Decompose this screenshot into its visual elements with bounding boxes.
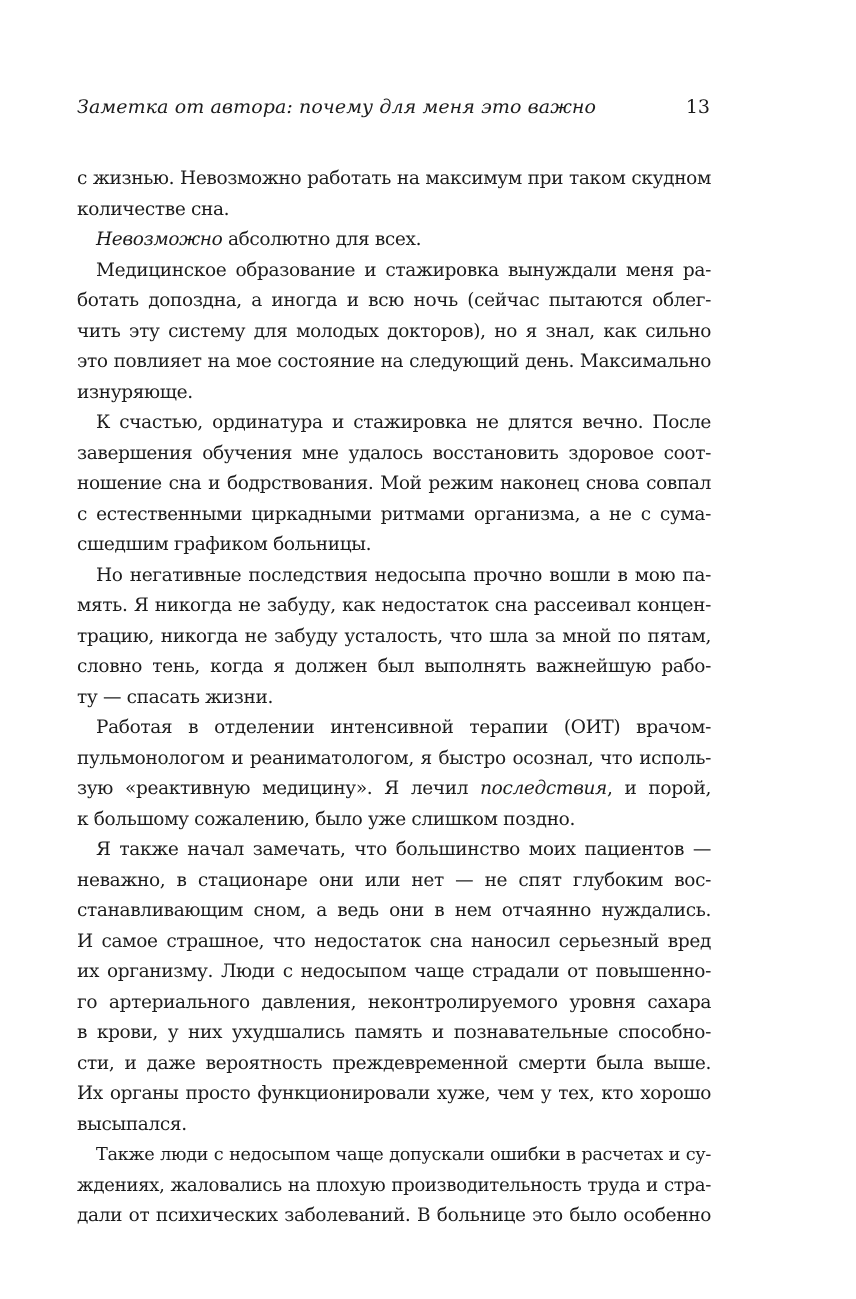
text-line: мять. Я никогда не забуду, как недостаток сна рассеивал концен- [77, 595, 711, 616]
text-line: И самое страшное, что недостаток сна наносил серьезный вред [77, 930, 711, 952]
text-line: к большому сожалению, было уже слишком поздно. [77, 808, 575, 830]
text-line: высыпался. [77, 1113, 187, 1135]
text-line: сти, и даже вероятность преждевременной смерти была выше. [77, 1052, 711, 1074]
text-line: словно тень, когда я должен был выполнять важнейшую рабо- [77, 656, 711, 677]
text-line: дали от психических заболеваний. В больнице это было особенно [77, 1205, 711, 1226]
text-line: Работая в отделении интенсивной терапии (ОИТ) врачом- [96, 717, 711, 738]
text-line: сшедшим графиком больницы. [77, 534, 372, 555]
text-line: изнуряюще. [77, 381, 193, 403]
text-line: пульмонологом и реаниматологом, я быстро осознал, что исполь- [77, 747, 711, 769]
text-line: зую «реактивную медицину». Я лечил последствия, и порой, [77, 778, 711, 799]
running-header [77, 96, 710, 128]
italic-emphasis: Невозможно [96, 229, 223, 250]
text-line: их организму. Люди с недосыпом чаще страдали от повышенно- [77, 961, 711, 982]
text-line: в крови, у них ухудшались память и познавательные способно- [77, 1022, 711, 1043]
text-line: ботать допоздна, а иногда и всю ночь (сейчас пытаются облег- [77, 290, 711, 311]
text-line: станавливающим сном, а ведь они в нем отчаянно нуждались. [77, 900, 711, 921]
text-line: неважно, в стационаре они или нет — не спят глубоким вос- [77, 869, 711, 891]
text-line: Их органы просто функционировали хуже, чем у тех, кто хорошо [77, 1083, 711, 1104]
text-line: Медицинское образование и стажировка вынуждали меня ра- [96, 259, 711, 281]
text-line: чить эту систему для молодых докторов), но я знал, как сильно [77, 320, 711, 342]
text-line: завершения обучения мне удалось восстановить здоровое соот- [77, 442, 711, 464]
page-number: 13 [685, 96, 710, 118]
text-line: количестве сна. [77, 198, 230, 220]
text-line: с жизнью. Невозможно работать на максимум при таком скудном [77, 168, 711, 189]
text-line: ношение сна и бодрствования. Мой режим наконец снова совпал [77, 473, 711, 494]
text-line: ту — спасать жизни. [77, 686, 274, 708]
text-line: трацию, никогда не забуду усталость, что шла за мной по пятам, [77, 625, 711, 647]
text-line: Я также начал замечать, что большинство моих пациентов — [96, 839, 711, 860]
text-line: Невозможно абсолютно для всех. [96, 229, 422, 250]
text-line: го артериального давления, неконтролируемого уровня сахара [77, 991, 711, 1013]
text-line: Также люди с недосыпом чаще допускали ошибки в расчетах и су- [96, 1145, 711, 1165]
body-text [77, 164, 711, 1232]
text-line: это повлияет на мое состояние на следующий день. Максимально [77, 351, 711, 372]
text-line: ждениях, жаловались на плохую производительность труда и стра- [77, 1174, 711, 1196]
italic-emphasis: последствия [480, 778, 607, 799]
text-line: К счастью, ординатура и стажировка не длятся вечно. После [96, 412, 711, 433]
text-line: Но негативные последствия недосыпа прочно вошли в мою па- [96, 564, 711, 586]
text-line: с естественными циркадными ритмами организма, а не с сума- [77, 503, 711, 525]
chapter-title: Заметка от автора: почему для меня это важно [77, 96, 597, 118]
